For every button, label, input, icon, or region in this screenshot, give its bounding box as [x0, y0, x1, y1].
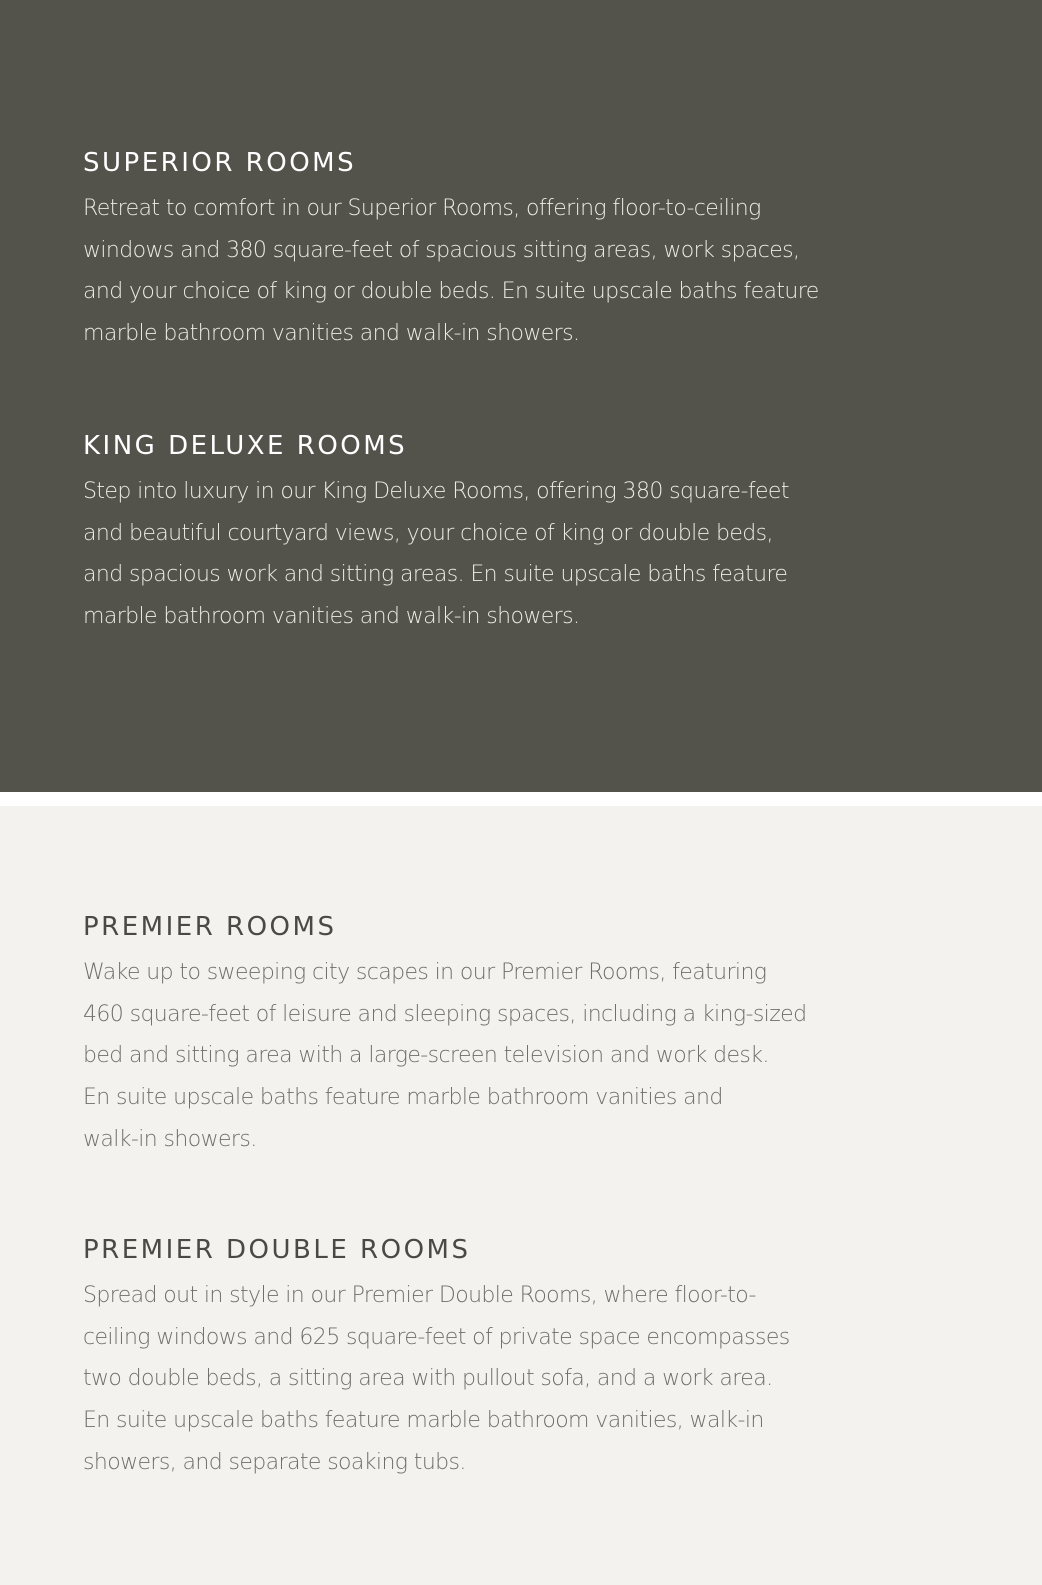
room-premier-double [83, 1233, 963, 1484]
desc-line: and your choice of king or double beds. En suite upscale baths feature [83, 279, 819, 305]
room-premier [83, 910, 963, 1161]
room-title: SUPERIOR ROOMS [83, 148, 357, 178]
room-title: PREMIER DOUBLE ROOMS [83, 1235, 471, 1265]
desc-line: Step into luxury in our King Deluxe Rooms, offering 380 square-feet [83, 479, 789, 504]
desc-line: and spacious work and sitting areas. En suite upscale baths feature [83, 562, 788, 588]
desc-line: Spread out in style in our Premier Double Rooms, where floor-to- [83, 1283, 756, 1308]
desc-line: En suite upscale baths feature marble bathroom vanities, walk-in [83, 1408, 764, 1434]
desc-line: walk-in showers. [83, 1126, 257, 1152]
light-section [0, 806, 1042, 1585]
room-description [83, 471, 963, 638]
desc-line: 460 square-feet of leisure and sleeping spaces, including a king-sized [83, 1001, 807, 1027]
room-title: PREMIER ROOMS [83, 912, 337, 942]
desc-line: showers, and separate soaking tubs. [83, 1449, 466, 1475]
room-title: KING DELUXE ROOMS [83, 431, 408, 461]
desc-line: windows and 380 square-feet of spacious sitting areas, work spaces, [83, 237, 800, 263]
room-king-deluxe [83, 429, 963, 638]
room-description [83, 188, 963, 355]
desc-line: and beautiful courtyard views, your choice of king or double beds, [83, 520, 773, 546]
desc-line: Retreat to comfort in our Superior Rooms, offering floor-to-ceiling [83, 196, 761, 221]
desc-line: two double beds, a sitting area with pullout sofa, and a work area. [83, 1366, 773, 1392]
dark-section [0, 0, 1042, 792]
room-superior [83, 146, 963, 355]
desc-line: En suite upscale baths feature marble bathroom vanities and [83, 1085, 723, 1111]
room-description [83, 1275, 963, 1484]
desc-line: marble bathroom vanities and walk-in showers. [83, 321, 580, 347]
desc-line: marble bathroom vanities and walk-in showers. [83, 604, 580, 630]
desc-line: Wake up to sweeping city scapes in our Premier Rooms, featuring [83, 960, 767, 985]
desc-line: bed and sitting area with a large-screen television and work desk. [83, 1043, 769, 1069]
room-description [83, 952, 963, 1161]
desc-line: ceiling windows and 625 square-feet of private space encompasses [83, 1324, 790, 1350]
